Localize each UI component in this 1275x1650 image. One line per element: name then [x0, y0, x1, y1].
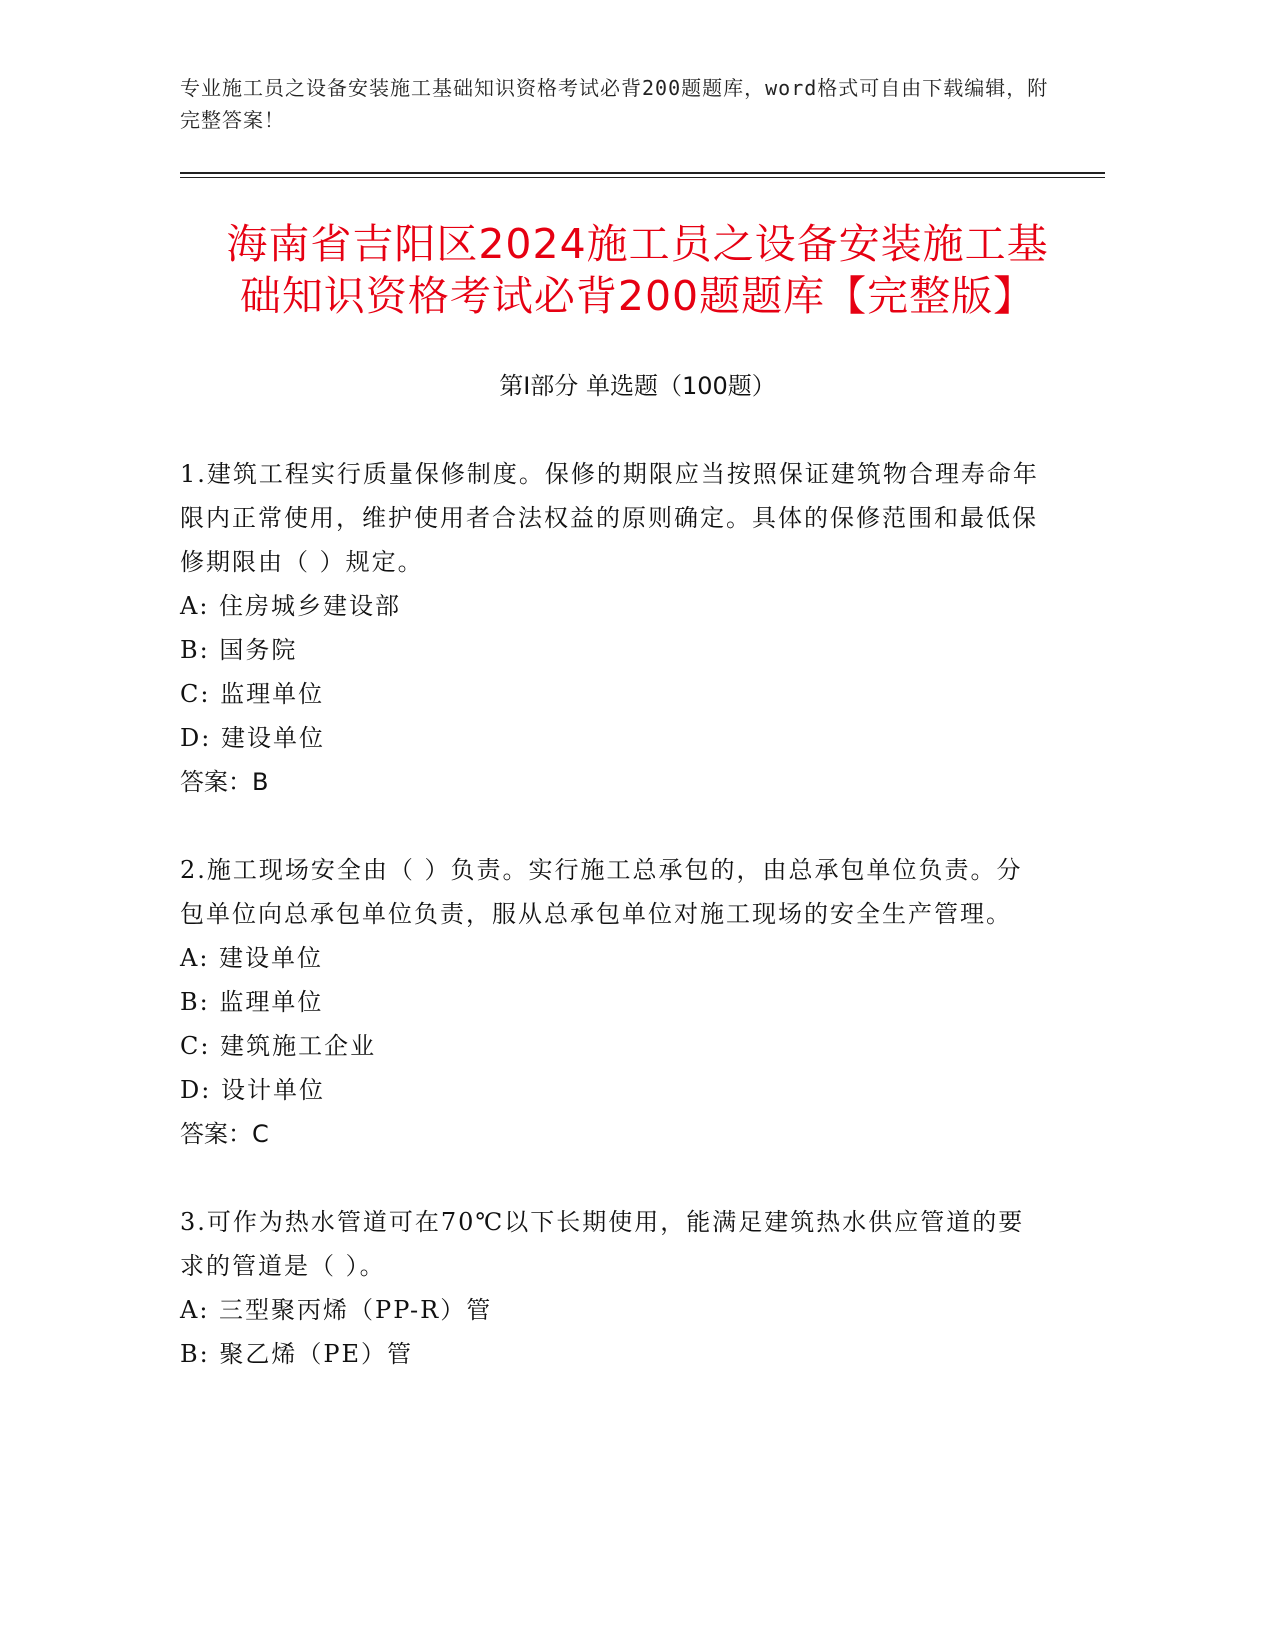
- spacer: [180, 804, 1040, 848]
- question-1: [180, 452, 1040, 804]
- question-stem: 3.可作为热水管道可在70℃以下长期使用，能满足建筑热水供应管道的要求的管道是（ ）。: [180, 1208, 1025, 1280]
- answer: 答案：B: [180, 768, 269, 796]
- header-divider-thin: [180, 177, 1105, 178]
- section-heading: 第Ⅰ部分 单选题（100题）: [499, 372, 776, 400]
- option-d: D: 设计单位: [180, 1076, 325, 1104]
- option-b: B: 监理单位: [180, 988, 324, 1016]
- spacer: [180, 1156, 1040, 1200]
- document-title-line-2: 础知识资格考试必背200题题库【完整版】: [239, 272, 1036, 320]
- option-b: B: 聚乙烯（PE）管: [180, 1340, 414, 1368]
- question-2: [180, 848, 1040, 1156]
- question-stem: 2.施工现场安全由（ ）负责。实行施工总承包的，由总承包单位负责。分包单位向总承包单位负责，服从总承包单位对施工现场的安全生产管理。: [180, 856, 1023, 928]
- document-title-line-1: 海南省吉阳区2024施工员之设备安装施工基: [226, 220, 1049, 268]
- option-d: D: 建设单位: [180, 724, 325, 752]
- option-a: A: 建设单位: [180, 944, 324, 972]
- answer: 答案：C: [180, 1120, 269, 1148]
- header-divider-thick: [180, 172, 1105, 174]
- header-note: 专业施工员之设备安装施工基础知识资格考试必背200题题库，word格式可自由下载编辑，附完整答案！: [180, 76, 1049, 132]
- question-list: [180, 452, 1040, 1376]
- question-3: [180, 1200, 1040, 1376]
- question-stem: 1.建筑工程实行质量保修制度。保修的期限应当按照保证建筑物合理寿命年限内正常使用，维护使用者合法权益的原则确定。具体的保修范围和最低保修期限由（ ）规定。: [180, 460, 1039, 576]
- option-a: A: 住房城乡建设部: [180, 592, 402, 620]
- option-c: C: 建筑施工企业: [180, 1032, 377, 1060]
- document-title: [150, 218, 1125, 322]
- option-b: B: 国务院: [180, 636, 298, 664]
- option-a: A: 三型聚丙烯（PP-R）管: [180, 1296, 493, 1324]
- option-c: C: 监理单位: [180, 680, 325, 708]
